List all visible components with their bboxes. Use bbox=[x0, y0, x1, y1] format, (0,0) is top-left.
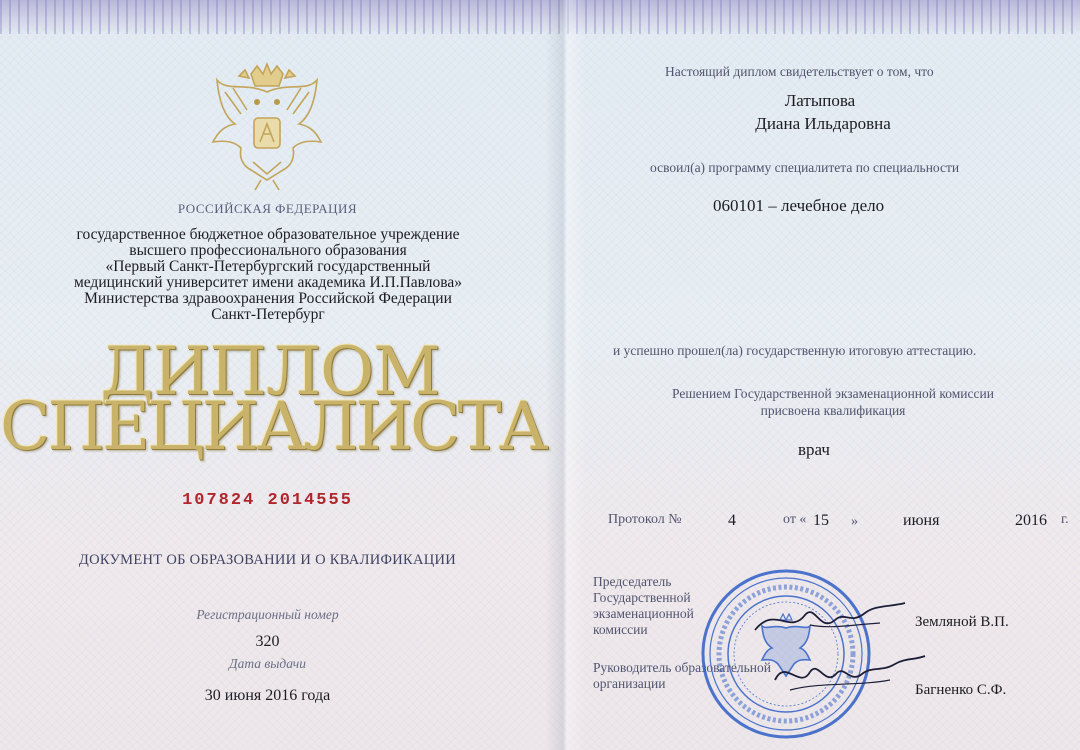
protocol-year-suffix: г. bbox=[1061, 512, 1069, 527]
commission-line: присвоена квалификация bbox=[760, 403, 906, 418]
issue-date: 30 июня 2016 года bbox=[204, 687, 331, 704]
chair-label-line: Государственной bbox=[593, 590, 691, 605]
protocol-day bbox=[813, 512, 858, 530]
chair-signature-icon bbox=[750, 595, 910, 645]
registration-number: 320 bbox=[255, 633, 280, 650]
institution-line: высшего профессионального образования bbox=[129, 242, 407, 259]
issue-date-label: Дата выдачи bbox=[229, 656, 306, 671]
graduate-surname: Латыпова bbox=[784, 91, 856, 110]
head-label-line: организации bbox=[593, 676, 666, 691]
head-name: Багненко С.Ф. bbox=[915, 682, 1007, 698]
country-name: РОССИЙСКАЯ ФЕДЕРАЦИЯ bbox=[177, 201, 358, 216]
protocol-from: от « bbox=[783, 512, 807, 527]
protocol-month: июня bbox=[903, 512, 940, 529]
chair-label-line: Председатель bbox=[593, 574, 672, 589]
protocol-day-value: 15 bbox=[813, 512, 829, 529]
chair-name: Земляной В.П. bbox=[915, 614, 1009, 630]
specialty: 060101 – лечебное дело bbox=[713, 196, 885, 215]
head-signature-icon bbox=[770, 650, 930, 700]
commission-line: Решением Государственной экзаменационной комиссии bbox=[672, 386, 994, 401]
institution-line: медицинский университет имени академика И.П.Павлова» bbox=[73, 274, 463, 291]
diploma-subtitle: СПЕЦИАЛИСТА bbox=[0, 388, 546, 465]
serial-number: 107824 2014555 bbox=[182, 491, 353, 510]
protocol-year: 2016 bbox=[1015, 512, 1047, 529]
graduate-given-names: Диана Ильдаровна bbox=[755, 114, 891, 133]
document-type: ДОКУМЕНТ ОБ ОБРАЗОВАНИИ И О КВАЛИФИКАЦИИ bbox=[78, 552, 457, 568]
registration-label: Регистрационный номер bbox=[196, 607, 339, 622]
institution-name bbox=[38, 227, 498, 323]
attestation-text: и успешно прошел(ла) государственную итоговую аттестацию. bbox=[613, 343, 977, 358]
coat-of-arms-icon bbox=[205, 62, 330, 192]
protocol-close-quote: » bbox=[851, 514, 858, 529]
head-label-line: Руководитель образовательной bbox=[593, 660, 771, 675]
chair-label-line: экзаменационной комиссии bbox=[593, 606, 694, 637]
institution-line: «Первый Санкт-Петербургский государственный bbox=[105, 258, 431, 275]
protocol-number: 4 bbox=[728, 512, 736, 529]
intro-text: Настоящий диплом свидетельствует о том, что bbox=[665, 64, 934, 79]
institution-line: государственное бюджетное образовательное учреждение bbox=[76, 226, 460, 243]
program-intro: освоил(а) программу специалитета по специальности bbox=[650, 160, 960, 175]
protocol-label: Протокол № bbox=[608, 512, 682, 527]
diploma-title: ДИПЛОМ bbox=[100, 333, 440, 410]
protocol-row bbox=[608, 512, 1069, 534]
commission-decision bbox=[633, 385, 1033, 419]
qualification: врач bbox=[798, 440, 830, 459]
institution-line: Министерства здравоохранения Российской Федерации bbox=[84, 290, 452, 307]
institution-line: Санкт-Петербург bbox=[211, 306, 325, 323]
